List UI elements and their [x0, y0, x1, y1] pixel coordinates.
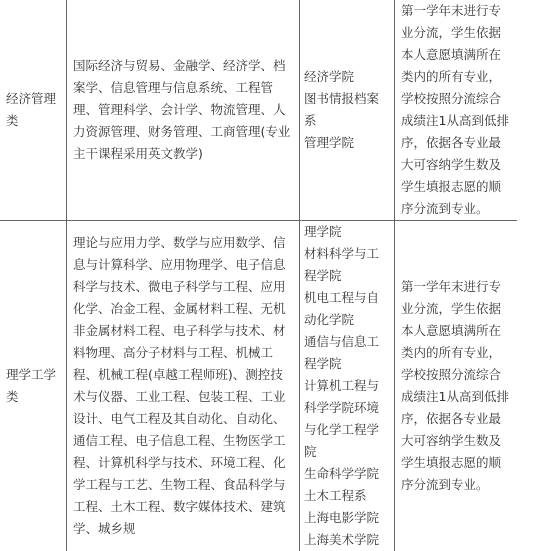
table-row — [0, 221, 517, 551]
college-name: 通信与信息工程学院 — [304, 331, 390, 375]
colleges-cell — [300, 0, 395, 221]
college-name: 上海美术学院 — [304, 529, 390, 551]
college-name: 图书情报档案系 — [304, 88, 390, 132]
college-name: 土木工程系 — [304, 485, 390, 507]
category-cell: 经济管理类 — [0, 0, 67, 221]
college-name: 理学院 — [304, 221, 390, 243]
college-name: 机电工程与自动化学院 — [304, 287, 390, 331]
table-row — [0, 0, 517, 221]
colleges-cell — [300, 221, 395, 551]
rule-cell: 第一学年末进行专业分流，学生依据本人意愿填满所在类内的所有专业，学校按照分流综合成绩注1从高到低排序，依据各专业最大可容纳学生数及学生填报志愿的顺序分流到专业。 — [395, 221, 518, 551]
rule-cell: 第一学年末进行专业分流，学生依据本人意愿填满所在类内的所有专业，学校按照分流综合成绩注1从高到低排序，依据各专业最大可容纳学生数及学生填报志愿的顺序分流到专业。 — [395, 0, 518, 221]
college-name: 计算机工程与科学学院环境与化学工程学院 — [304, 375, 390, 463]
category-cell: 理学工学类 — [0, 221, 67, 551]
majors-cell: 国际经济与贸易、金融学、经济学、档案学、信息管理与信息系统、工程管理、管理科学、会计学、物流管理、人力资源管理、财务管理、工商管理(专业主干课程采用英文教学) — [67, 0, 300, 221]
majors-cell: 理论与应用力学、数学与应用数学、信息与计算科学、应用物理学、电子信息科学与技术、微电子科学与工程、应用化学、冶金工程、金属材料工程、无机非金属材料工程、电子科学与技术、材料物理、高分子材料与工程、机械工程、机械工程(卓越工程师班)、测控技术与仪器、工业工程、包装工程、工业设计、电气工程及其自动化、自动化、通信工程、电子信息工程、生物医学工程、计算机科学与技术、环境工程、化学工程与工艺、生物工程、食品科学与工程、土木工程、数字媒体技术、建筑学、城乡规 — [67, 221, 300, 551]
college-name: 上海电影学院 — [304, 507, 390, 529]
college-name: 经济学院 — [304, 66, 390, 88]
college-name: 生命科学学院 — [304, 463, 390, 485]
college-name: 管理学院 — [304, 132, 390, 154]
college-name: 材料科学与工程学院 — [304, 243, 390, 287]
